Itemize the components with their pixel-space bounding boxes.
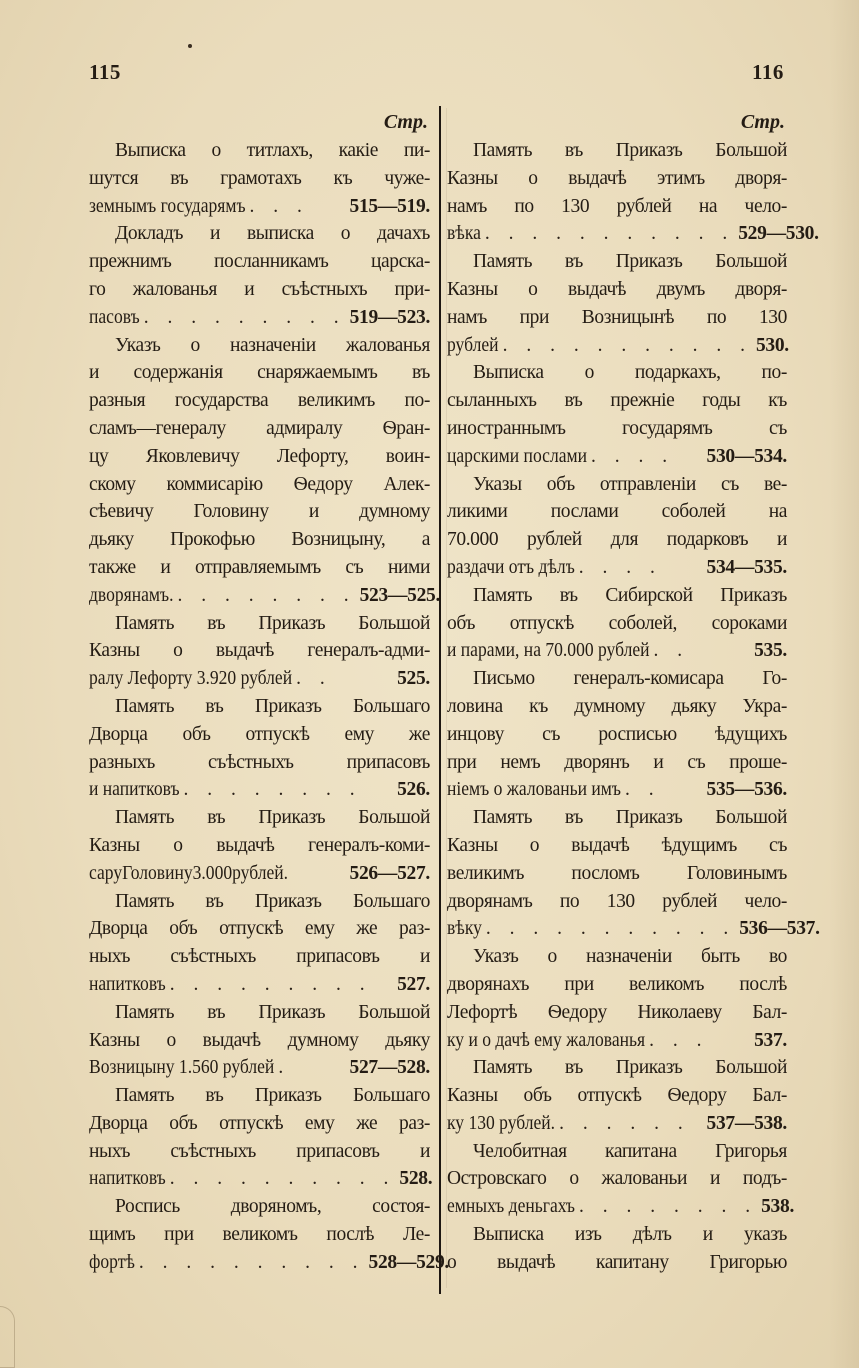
page-reference: 530—534. (706, 445, 787, 467)
toc-line-with-page (447, 1193, 795, 1221)
line-text: объ отпускѣ соболей, сороками (447, 612, 787, 634)
line-text: Лефортѣ Ѳедору Николаеву Бал- (447, 1001, 787, 1023)
toc-line (89, 332, 430, 360)
line-text: Роспись дворяномъ, состоя- (115, 1196, 430, 1218)
line-text: дворянахъ при великомъ послѣ (447, 973, 787, 995)
line-text: фортѣ (89, 1251, 135, 1273)
toc-line (447, 1249, 787, 1277)
page-reference: 537—538. (706, 1112, 787, 1134)
left-column (89, 107, 450, 1277)
toc-line (89, 1138, 430, 1166)
toc-line (447, 387, 787, 415)
line-text: щимъ при великомъ послѣ Ле- (89, 1224, 430, 1246)
line-text: прежнимъ посланникамъ царска- (89, 251, 430, 273)
toc-line-with-page (447, 1110, 787, 1138)
page-reference: 528. (399, 1168, 433, 1190)
line-text: ку и о дачѣ ему жалованья (447, 1029, 646, 1051)
toc-line (89, 471, 430, 499)
line-text: пасовъ (89, 306, 140, 328)
toc-line (447, 193, 787, 221)
line-text: Память въ Приказъ Большой (473, 251, 787, 273)
page-reference: 534—535. (706, 556, 787, 578)
toc-line-with-page (89, 776, 430, 804)
line-text: Память въ Приказъ Большой (115, 1001, 430, 1023)
toc-line-with-page (447, 637, 787, 665)
toc-line (89, 888, 430, 916)
line-text: намъ при Возницынѣ по 130 (447, 306, 787, 328)
line-text: разныхъ съѣстныхъ припасовъ (89, 751, 430, 773)
line-text: Выписка о титлахъ, какіе пи- (115, 140, 430, 161)
line-text: ныхъ съѣстныхъ припасовъ и (89, 1140, 430, 1162)
ink-dot (188, 44, 192, 48)
dot-leader: . . (625, 779, 661, 801)
line-text: Выписка о подаркахъ, по- (473, 362, 787, 384)
toc-line (89, 248, 430, 276)
toc-line (447, 860, 787, 888)
toc-line (447, 610, 787, 638)
toc-line-with-page (447, 220, 819, 248)
line-text: Память въ Сибирской Приказъ (473, 584, 787, 606)
toc-line (447, 276, 787, 304)
toc-line (89, 220, 430, 248)
line-text: Память въ Приказъ Большаго (115, 1085, 430, 1107)
dot-leader: . . . . . . . . . . (169, 1168, 396, 1190)
line-text: дворянамъ по 130 рублей чело- (447, 890, 787, 912)
toc-line (447, 582, 787, 610)
column-header-left: Стр. (383, 111, 428, 133)
toc-line-with-page (89, 665, 430, 693)
toc-line (89, 1082, 430, 1110)
dot-leader: . . . . . . . . . . . (485, 918, 736, 940)
left-entries (89, 137, 450, 1277)
toc-line (89, 526, 430, 554)
line-text: также и отправляемымъ съ ними (89, 556, 430, 578)
line-text: вѣка (447, 223, 481, 245)
line-text: намъ по 130 рублей на чело- (447, 195, 787, 217)
toc-line (447, 1082, 787, 1110)
line-text: Островскаго о жалованьи и подъ- (447, 1168, 787, 1190)
page-number-right: 116 (752, 60, 784, 84)
paper-stain (0, 1306, 15, 1368)
line-text: ралу Лефорту 3.920 рублей (89, 668, 293, 690)
page-reference: 525. (397, 668, 430, 690)
line-text: Память въ Приказъ Большаго (115, 695, 430, 717)
toc-line (447, 693, 787, 721)
line-text: при немъ дворянъ и съ проше- (447, 751, 787, 773)
line-text: Указъ о назначеніи жалованья (115, 334, 430, 356)
toc-line (447, 498, 787, 526)
toc-line (447, 971, 787, 999)
line-text: о выдачѣ капитану Григорью (447, 1251, 787, 1273)
line-text: Указъ о назначеніи быть во (473, 946, 787, 968)
right-column (447, 107, 820, 1277)
toc-line (447, 943, 787, 971)
line-text: Докладъ и выписка о дачахъ (115, 223, 430, 245)
line-text: Память въ Приказъ Большой (473, 807, 787, 829)
toc-line (89, 387, 430, 415)
dot-leader: . . . . . . . . . . . (502, 334, 752, 356)
line-text: Казны о выдачѣ генералъ-адми- (89, 640, 430, 662)
toc-line-with-page (89, 582, 441, 610)
line-text: дворянамъ. (89, 584, 174, 606)
column-divider (439, 106, 441, 1294)
line-text: Челобитная капитана Григорья (473, 1140, 787, 1162)
line-text: царскими послами (447, 445, 587, 467)
line-text: Казны объ отпускѣ Ѳедору Бал- (447, 1085, 787, 1107)
toc-line-with-page (447, 443, 787, 471)
dot-leader: . . . . (578, 556, 662, 578)
toc-line (89, 1193, 430, 1221)
line-text: напитковъ (89, 973, 166, 995)
column-header-right: Стр. (740, 111, 785, 133)
page-reference: 535. (754, 640, 787, 662)
page-reference: 526—527. (349, 862, 430, 884)
toc-line (447, 359, 787, 387)
line-text: цу Яковлевичу Лефорту, воин- (89, 445, 430, 467)
toc-line (89, 443, 430, 471)
toc-line (89, 999, 430, 1027)
toc-line (89, 749, 430, 777)
line-text: саруГоловину3.000рублей. (89, 862, 289, 884)
line-text: Дворца объ отпускѣ ему же раз- (89, 1112, 430, 1134)
toc-line (447, 526, 787, 554)
page-reference: 515—519. (349, 195, 430, 217)
line-text: сѣевичу Головину и думному (89, 501, 430, 523)
page-reference: 538. (761, 1196, 795, 1218)
toc-line (447, 248, 787, 276)
toc-line-with-page (89, 304, 430, 332)
line-text: емныхъ деньгахъ (447, 1196, 575, 1218)
dot-leader: . . . . . . (559, 1112, 690, 1134)
line-text: инцову съ росписью ѣдущихъ (447, 723, 787, 745)
toc-line (89, 943, 430, 971)
dot-leader: . . . . . . . . (183, 779, 362, 801)
line-text: Память въ Приказъ Большой (115, 807, 430, 829)
toc-line (447, 137, 787, 165)
page-reference: 523—525. (359, 584, 441, 606)
dot-leader: . . . (249, 195, 309, 217)
toc-line-with-page (447, 776, 787, 804)
toc-line (447, 721, 787, 749)
line-text: земнымъ государямъ (89, 195, 246, 217)
dot-leader: . . . . . . . . . . . (484, 223, 735, 245)
line-text: скому коммисарію Ѳедору Алек- (89, 473, 430, 495)
line-text: раздачи отъ дѣлъ (447, 556, 575, 578)
toc-line (89, 721, 430, 749)
page-reference: 527. (397, 973, 430, 995)
toc-line-with-page (447, 332, 787, 360)
toc-line-with-page (89, 1249, 450, 1277)
line-text: ловина къ думному дьяку Укра- (447, 695, 787, 717)
toc-line (89, 415, 430, 443)
toc-line-with-page (447, 554, 787, 582)
line-text: Казны о выдачѣ этимъ дворя- (447, 167, 787, 189)
line-text: Память въ Приказъ Большой (473, 140, 787, 161)
toc-line (89, 498, 430, 526)
right-entries (447, 137, 820, 1277)
line-text: Дворца объ отпускѣ ему же раз- (89, 918, 430, 940)
line-text: Дворца объ отпускѣ ему же (89, 723, 430, 745)
page-reference: 536—537. (739, 918, 820, 940)
dot-leader: . . . . . . . . . (169, 973, 372, 995)
toc-line (447, 165, 787, 193)
line-text: го жалованья и съѣстныхъ при- (89, 278, 430, 300)
dot-leader: . . (296, 668, 332, 690)
toc-line (89, 1027, 430, 1055)
page-reference: 537. (754, 1029, 787, 1051)
line-text: ныхъ съѣстныхъ припасовъ и (89, 946, 430, 968)
toc-line (89, 137, 430, 165)
page-reference: 527—528. (349, 1057, 430, 1079)
toc-line (89, 1110, 430, 1138)
line-text: великимъ посломъ Головинымъ (447, 862, 787, 884)
toc-line (447, 804, 787, 832)
toc-line (89, 554, 430, 582)
line-text: ку 130 рублей. (447, 1112, 556, 1134)
dot-leader: . . (653, 640, 690, 662)
line-text: и парами, на 70.000 рублей (447, 640, 650, 662)
toc-line-with-page (89, 1165, 433, 1193)
line-text: Письмо генералъ-комисара Го- (473, 668, 787, 690)
line-text: напитковъ (89, 1168, 166, 1190)
toc-line (447, 1221, 787, 1249)
line-text: иностраннымъ государямъ съ (447, 417, 787, 439)
line-text: шутся въ грамотахъ къ чуже- (89, 167, 430, 189)
toc-line (89, 915, 430, 943)
line-text: разныя государства великимъ по- (89, 390, 430, 412)
toc-line (447, 749, 787, 777)
toc-line (89, 165, 430, 193)
toc-line (447, 471, 787, 499)
page-reference: 528—529. (368, 1251, 450, 1273)
toc-line (447, 1138, 787, 1166)
line-text: дьяку Прокофью Возницыну, а (89, 529, 430, 551)
line-text: Казны о выдачѣ думному дьяку (89, 1029, 430, 1051)
toc-line-with-page (89, 971, 430, 999)
toc-line (447, 1054, 787, 1082)
toc-line-with-page (447, 915, 820, 943)
toc-line (447, 665, 787, 693)
line-text: 70.000 рублей для подарковъ и (447, 529, 787, 551)
dot-leader: . . . (649, 1029, 709, 1051)
line-text: Память въ Приказъ Большаго (115, 890, 430, 912)
dot-leader: . . . . . . . . (177, 584, 356, 606)
toc-line (447, 888, 787, 916)
toc-line (89, 610, 430, 638)
dot-leader: . . . . . . . . (578, 1196, 758, 1218)
page-edge-shadow (829, 0, 859, 1368)
line-text: сыланныхъ въ прежніе годы къ (447, 390, 787, 412)
toc-line-with-page (447, 1027, 787, 1055)
line-text: и напитковъ (89, 779, 180, 801)
dot-leader: . (278, 1057, 291, 1079)
line-text: Выписка изъ дѣлъ и указъ (473, 1224, 787, 1246)
toc-line-with-page (89, 1054, 430, 1082)
line-text: Память въ Приказъ Большой (473, 1057, 787, 1079)
line-text: Казны о выдачѣ двумъ дворя- (447, 278, 787, 300)
line-text: Казны о выдачѣ генералъ-коми- (89, 834, 430, 856)
toc-line (89, 359, 430, 387)
toc-line-with-page (89, 860, 430, 888)
toc-line (89, 804, 430, 832)
page-reference: 529—530. (738, 223, 819, 245)
line-text: ніемъ о жалованьи имъ (447, 779, 621, 801)
line-text: Казны о выдачѣ ѣдущимъ съ (447, 834, 787, 856)
line-text: вѣку (447, 918, 482, 940)
page-reference: 526. (397, 779, 430, 801)
line-text: Память въ Приказъ Большой (115, 612, 430, 634)
line-text: Указы объ отправленіи съ ве- (473, 473, 787, 495)
line-text: и содержанія снаряжаемымъ въ (89, 362, 430, 384)
toc-line (89, 1221, 430, 1249)
toc-line (89, 637, 430, 665)
toc-line-with-page (89, 193, 430, 221)
toc-line (89, 832, 430, 860)
dot-leader: . . . . (590, 445, 675, 467)
toc-line (447, 415, 787, 443)
page-number-left: 115 (89, 60, 121, 84)
page-reference: 519—523. (349, 306, 431, 328)
toc-line (447, 832, 787, 860)
toc-line (447, 1165, 787, 1193)
dot-leader: . . . . . . . . . . (138, 1251, 365, 1273)
line-text: рублей (447, 334, 499, 356)
page-reference: 535—536. (706, 779, 787, 801)
toc-line (89, 276, 430, 304)
dot-leader: . . . . . . . . . (143, 306, 346, 328)
line-text: Возницыну 1.560 рублей (89, 1057, 275, 1079)
line-text: ликими послами соболей на (447, 501, 787, 523)
toc-line (89, 693, 430, 721)
toc-line (447, 999, 787, 1027)
line-text: сламъ—генералу адмиралу Ѳран- (89, 417, 430, 439)
toc-line (447, 304, 787, 332)
page-reference: 530. (755, 334, 789, 356)
